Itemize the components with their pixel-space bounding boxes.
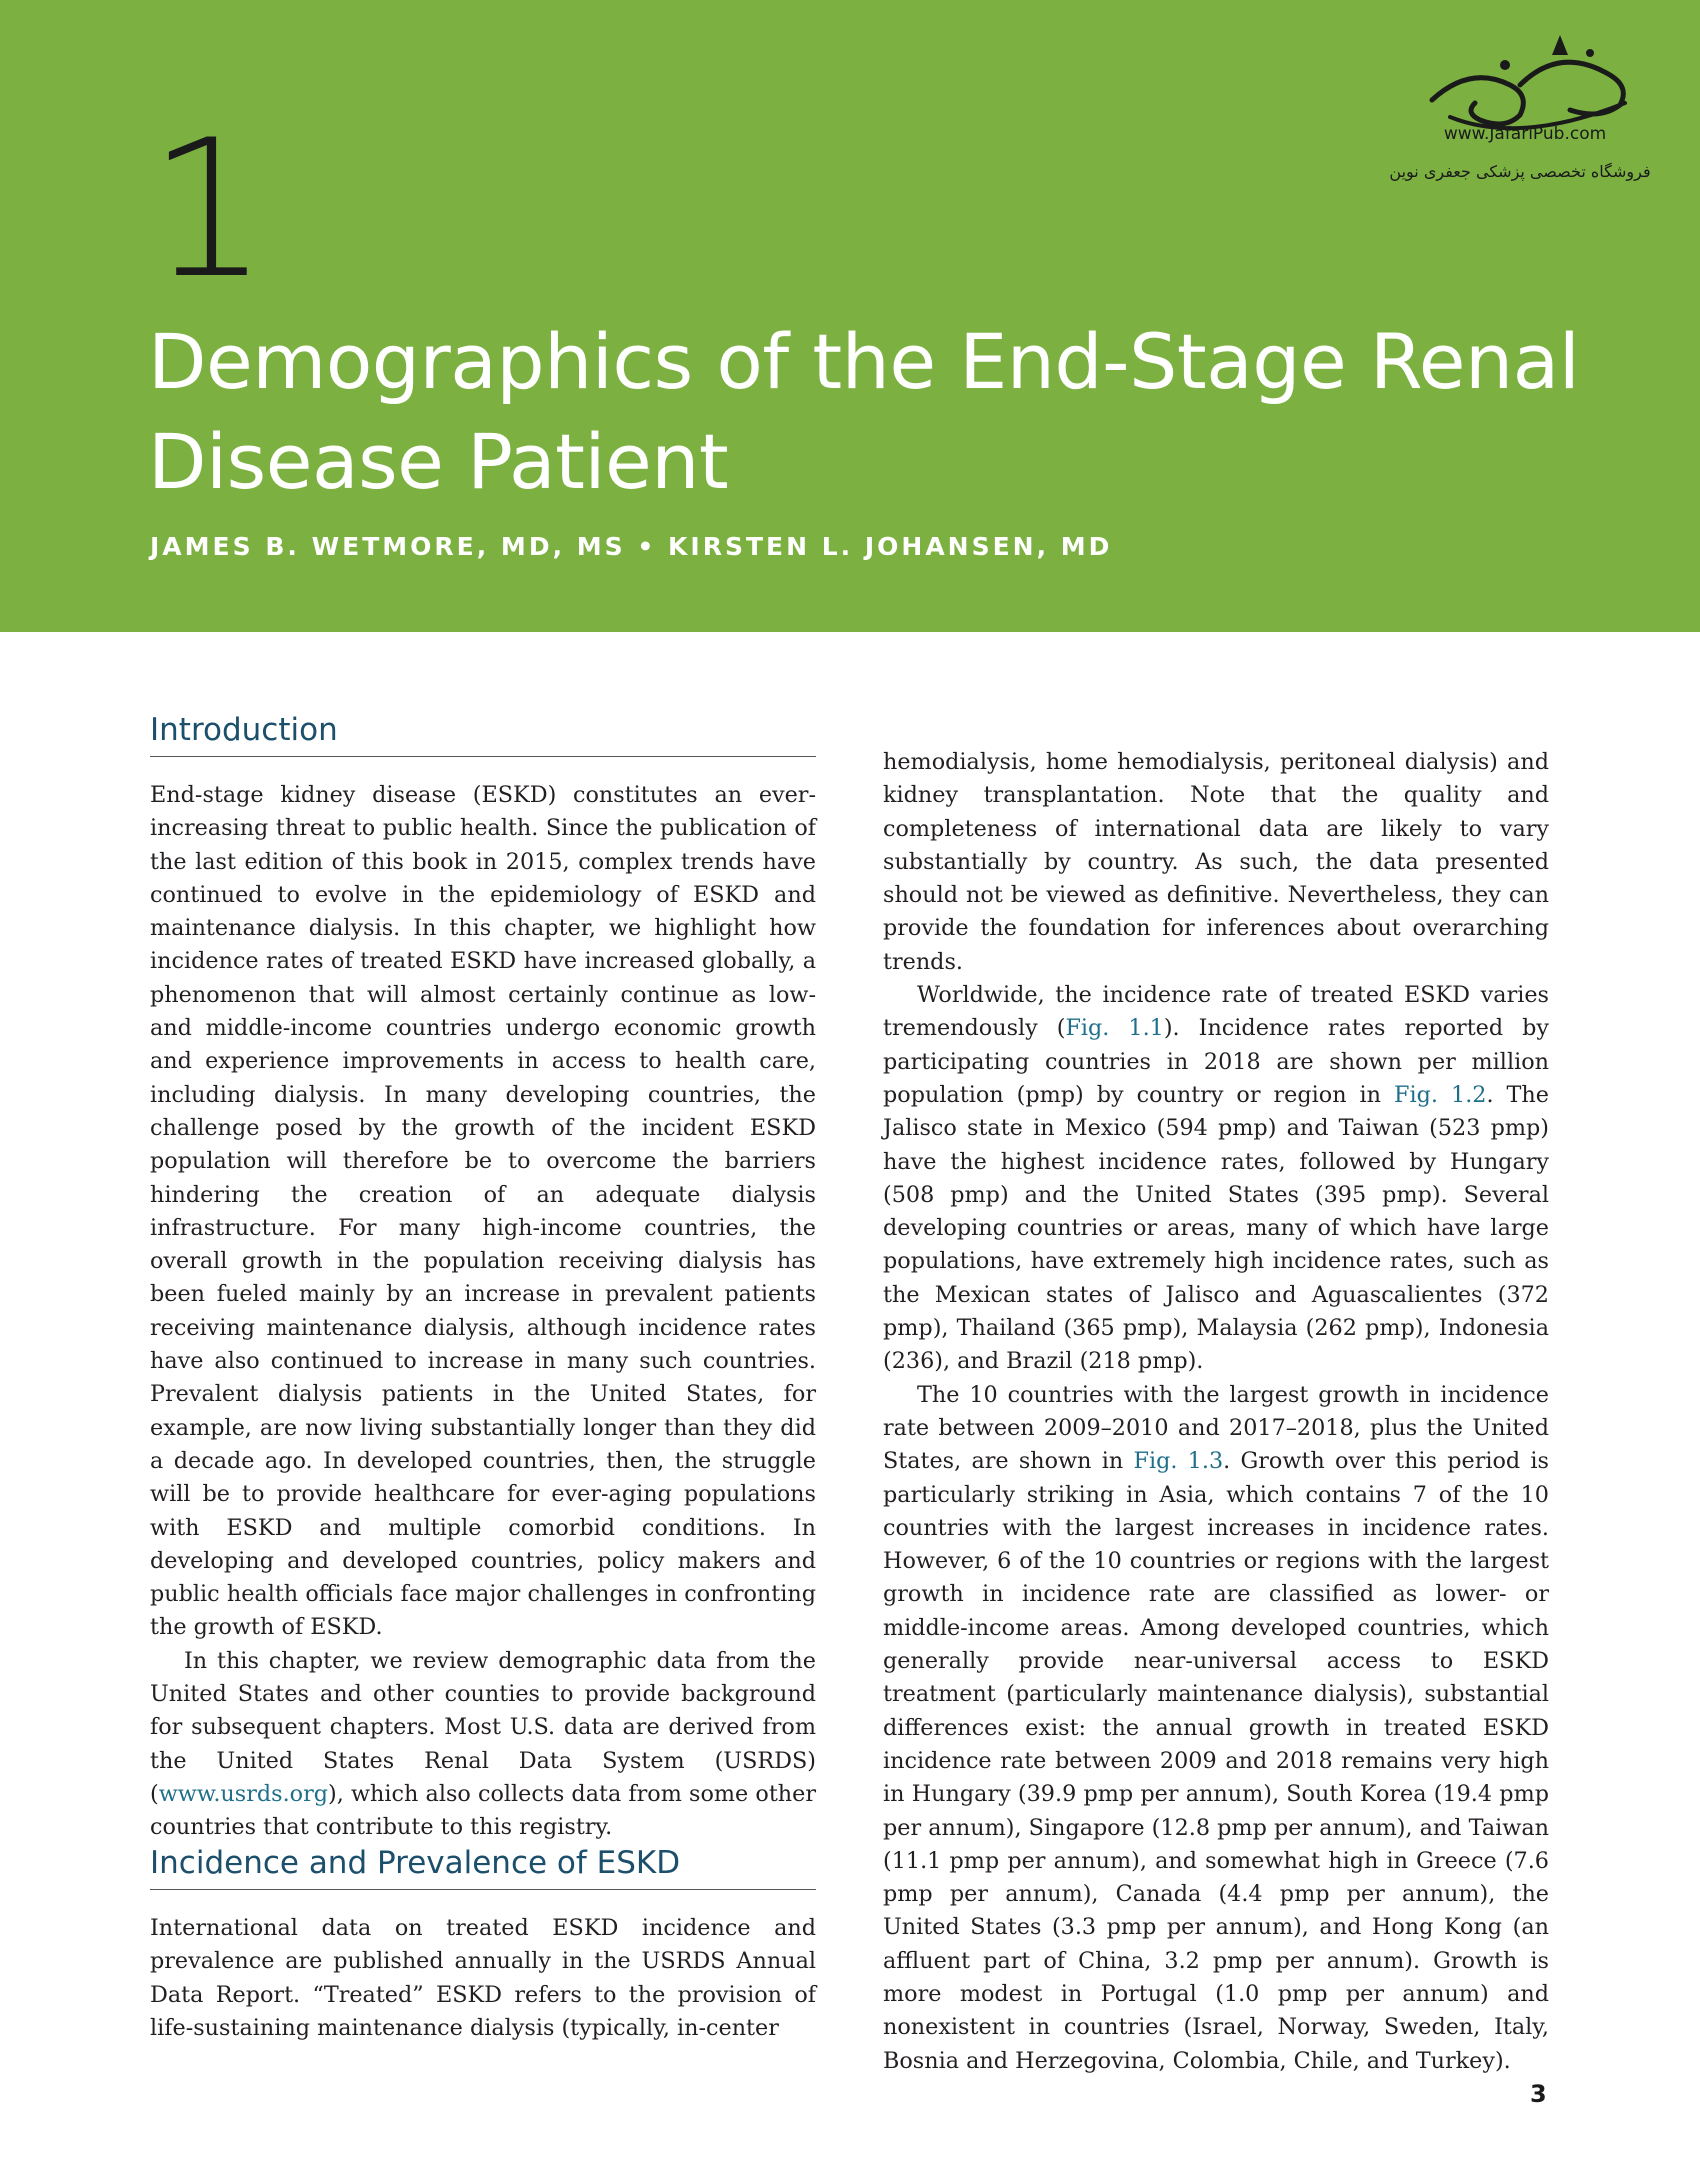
text-span: ). Incidence rates reported by participating countries in 2018 are shown per million population (pmp) by country or region in: [883, 1015, 1549, 1108]
chapter-title-line2: Disease Patient: [148, 417, 729, 506]
paragraph: [883, 979, 1549, 1379]
chapter-authors: JAMES B. WETMORE, MD, MS • KIRSTEN L. JOHANSEN, MD: [150, 532, 1113, 561]
paragraph: End-stage kidney disease (ESKD) constitutes an ever-increasing threat to public health. Since the publication of the last edition of this book in 2015, complex trends have continued to evolve in the epidemiology of ESKD and maintenance dialysis. In this chapter, we highlight how incidence rates of treated ESKD have increased globally, a phenomenon that will almost certainly continue as low- and middle-income countries undergo economic growth and experience improvements in access to health care, including dialysis. In many developing countries, the challenge posed by the growth of the incident ESKD population will therefore be to overcome the barriers hindering the creation of an adequate dialysis infrastructure. For many high-income countries, the overall growth in the population receiving dialysis has been fueled mainly by an increase in prevalent patients receiving maintenance dialysis, although incidence rates have also continued to increase in many such countries. Prevalent dialysis patients in the United States, for example, are now living substantially longer than they did a decade ago. In developed countries, then, the struggle will be to provide healthcare for ever-aging populations with ESKD and multiple comorbid conditions. In developing and developed countries, policy makers and public health officials face major challenges in confronting the growth of ESKD.: [150, 782, 816, 1641]
right-column: [883, 746, 1549, 2078]
paragraph: [150, 1645, 816, 1845]
publisher-tagline: فروشگاه تخصصی پزشکی جعفری نوین: [1389, 162, 1651, 181]
section-heading-incidence: Incidence and Prevalence of ESKD: [150, 1845, 816, 1890]
left-column-intro: [150, 779, 816, 1845]
section-heading-introduction: Introduction: [150, 712, 816, 757]
figure-ref-1-2[interactable]: Fig. 1.2: [1394, 1081, 1487, 1108]
figure-ref-1-1[interactable]: Fig. 1.1: [1065, 1015, 1164, 1042]
chapter-number: 1: [148, 99, 269, 320]
figure-ref-1-3[interactable]: Fig. 1.3: [1133, 1448, 1224, 1475]
paragraph: [883, 1379, 1549, 2078]
text-span: ), which also collects data from some other countries that contribute to this registry.: [150, 1780, 816, 1841]
left-column-incidence: [150, 1912, 816, 2045]
text-span: . Growth over this period is particularly striking in Asia, which contains 7 of the 10 countries with the largest increases in incidence rates. However, 6 of the 10 countries or regions with the largest growth in incidence rate are classified as lower- or middle-income areas. Among developed countries, which generally provide near-universal access to ESKD treatment (particularly maintenance dialysis), substantial differences exist: the annual growth in treated ESKD incidence rate between 2009 and 2018 remains very high in Hungary (39.9 pmp per annum), South Korea (19.4 pmp per annum), Singapore (12.8 pmp per annum), and Taiwan (11.1 pmp per annum), and somewhat high in Greece (7.6 pmp per annum), Canada (4.4 pmp per annum), the United States (3.3 pmp per annum), and Hong Kong (an affluent part of China, 3.2 pmp per annum). Growth is more modest in Portugal (1.0 pmp per annum) and nonexistent in countries (Israel, Norway, Sweden, Italy, Bosnia and Herzegovina, Colombia, Chile, and Turkey).: [883, 1448, 1550, 2074]
chapter-title-line1: Demographics of the End-Stage Renal: [148, 317, 1580, 406]
text-span: The 10 countries with the largest growth in incidence rate between 2009–2010 and 2017–2018, plus the United States, are shown in: [883, 1381, 1549, 1475]
paragraph: hemodialysis, home hemodialysis, peritoneal dialysis) and kidney transplantation. Note that the quality and completeness of international data are likely to vary substantially by country. As such, the data presented should not be viewed as definitive. Nevertheless, they can provide the foundation for inferences about overarching trends.: [883, 749, 1549, 975]
text-span: . The Jalisco state in Mexico (594 pmp) and Taiwan (523 pmp) have the highest incidence rates, followed by Hungary (508 pmp) and the United States (395 pmp). Several developing countries or areas, many of which have large populations, have extremely high incidence rates, such as the Mexican states of Jalisco and Aguascalientes (372 pmp), Thailand (365 pmp), Malaysia (262 pmp), Indonesia (236), and Brazil (218 pmp).: [883, 1081, 1549, 1375]
paragraph: International data on treated ESKD incidence and prevalence are published annually in the USRDS Annual Data Report. “Treated” ESKD refers to the provision of life-sustaining maintenance dialysis (typically, in-center: [150, 1915, 816, 2041]
text-span: Worldwide, the incidence rate of treated ESKD varies tremendously (: [883, 982, 1549, 1042]
page-number: 3: [1530, 2080, 1547, 2108]
publisher-url: www.JafariPub.com: [1443, 124, 1607, 144]
text-span: In this chapter, we review demographic data from the United States and other counties to provide background for subsequent chapters. Most U.S. data are derived from the United States Renal Data System (USRDS) (: [150, 1647, 816, 1807]
usrds-link[interactable]: www.usrds.org: [158, 1780, 329, 1807]
chapter-title: [148, 312, 1598, 512]
